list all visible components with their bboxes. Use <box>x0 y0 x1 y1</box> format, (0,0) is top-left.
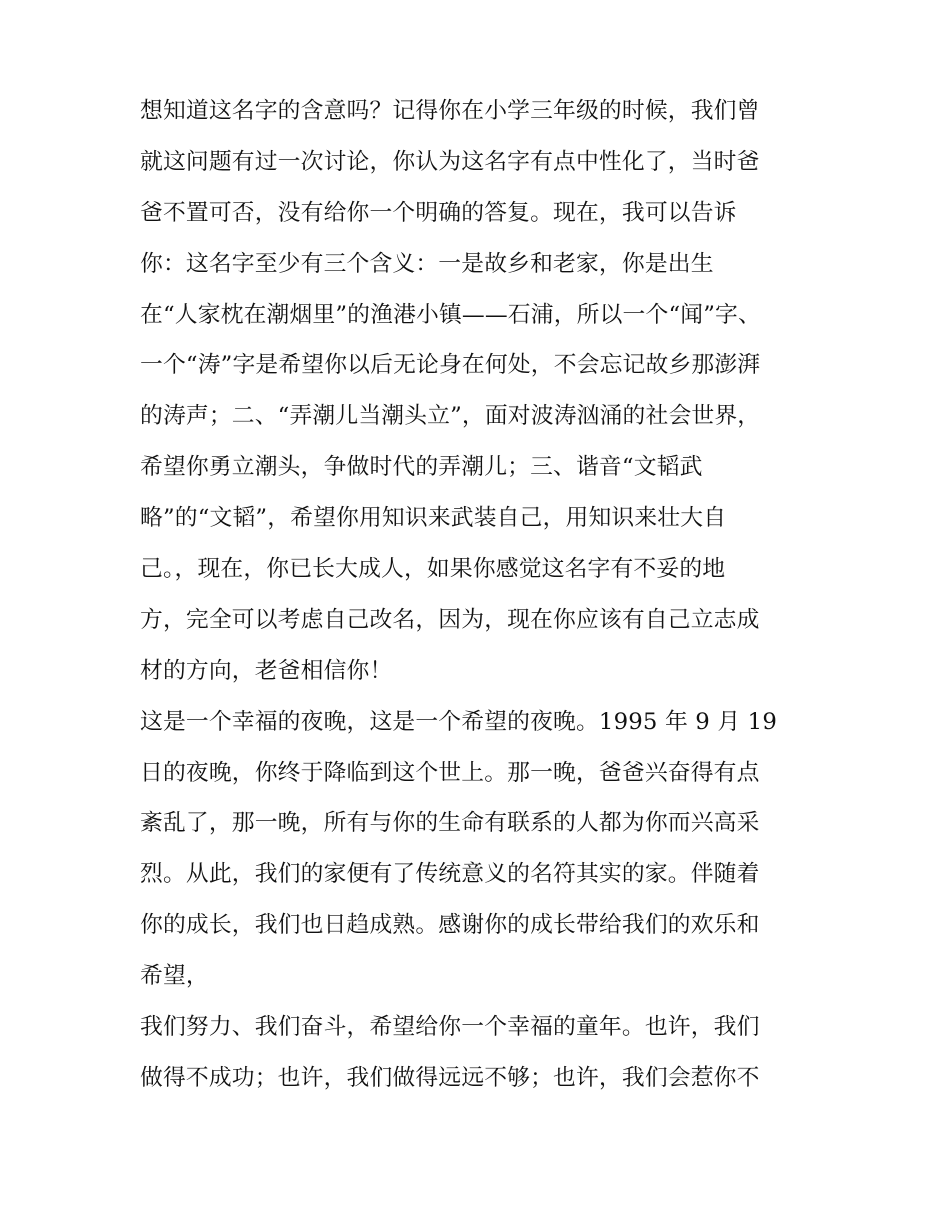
text-line: 一个“涛”字是希望你以后无论身在何处，不会忘记故乡那澎湃 <box>140 352 761 379</box>
text-line: 略”的“文韬”，希望你用知识来武装自己，用知识来壮大自 <box>140 505 727 532</box>
text-line: 希望， <box>140 963 209 990</box>
text-line: 紊乱了，那一晚，所有与你的生命有联系的人都为你而兴高采 <box>140 810 760 837</box>
text-line: 己。，现在，你已长大成人，如果你感觉这名字有不妥的地 <box>140 556 726 583</box>
text-line: 在“人家枕在潮烟里”的渔港小镇——石浦，所以一个“闻”字、 <box>140 301 761 328</box>
text-line: 就这问题有过一次讨论，你认为这名字有点中性化了，当时爸 <box>140 148 760 175</box>
text-line: 想知道这名字的含意吗？记得你在小学三年级的时候，我们曾 <box>140 98 760 124</box>
text-line: 的涛声；二、“弄潮儿当潮头立”，面对波涛汹涌的社会世界， <box>140 403 761 430</box>
text-line: 爸不置可否，没有给你一个明确的答复。现在，我可以告诉 <box>140 199 737 226</box>
text-line: 日的夜晚，你终于降临到这个世上。那一晚，爸爸兴奋得有点 <box>140 759 760 786</box>
text-line: 希望你勇立潮头，争做时代的弄潮儿；三、谐音“文韬武 <box>140 454 703 481</box>
text-line: 做得不成功；也许，我们做得远远不够；也许，我们会惹你不 <box>140 1064 760 1091</box>
text-line: 这是一个幸福的夜晚，这是一个希望的夜晚。1995 年 9 月 19 <box>140 708 777 735</box>
text-line: 材的方向，老爸相信你！ <box>140 657 393 684</box>
text-line: 方，完全可以考虑自己改名，因为，现在你应该有自己立志成 <box>140 606 760 633</box>
body-text <box>140 86 820 1104</box>
text-line: 烈。从此，我们的家便有了传统意义的名符其实的家。伴随着 <box>140 861 760 888</box>
text-line: 你：这名字至少有三个含义：一是故乡和老家，你是出生 <box>140 250 714 277</box>
text-line: 你的成长，我们也日趋成熟。感谢你的成长带给我们的欢乐和 <box>140 912 760 939</box>
text-line: 我们努力、我们奋斗，希望给你一个幸福的童年。也许，我们 <box>140 1014 760 1041</box>
